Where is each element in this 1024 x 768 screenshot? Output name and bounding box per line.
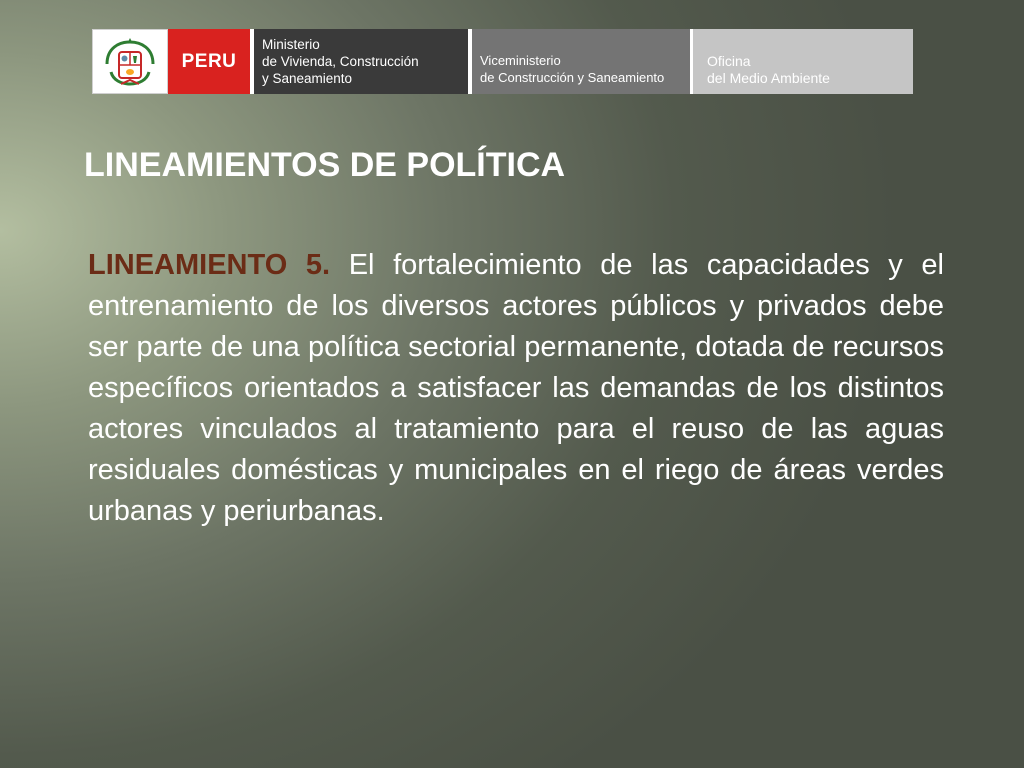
ministry-label <box>254 29 468 94</box>
peru-coat-of-arms-icon <box>101 34 159 90</box>
vice-ministry-line-1: Viceministerio <box>480 53 561 68</box>
office-line-1: Oficina <box>707 53 751 69</box>
vice-ministry-label <box>472 29 690 94</box>
slide-body <box>88 245 944 532</box>
lineamiento-label: LINEAMIENTO 5. <box>88 249 331 281</box>
vice-ministry-line-2: de Construcción y Saneamiento <box>480 70 665 85</box>
lineamiento-text: El fortalecimiento de las capacidades y el entrenamiento de los diversos actores públicos y privados debe ser parte de una política sectorial permanente, dotada de recursos específicos orientados a satisfacer las demandas de los distintos actores vinculados al tratamiento para el reuso de las aguas residuales domésticas y municipales en el riego de áreas verdes urbanas y periurbanas. <box>88 249 944 527</box>
ministry-line-1: Ministerio <box>262 37 320 52</box>
peru-label: PERU <box>168 29 250 94</box>
coat-of-arms-panel <box>92 29 168 94</box>
slide-title: LINEAMIENTOS DE POLÍTICA <box>84 146 566 184</box>
ministry-line-2: de Vivienda, Construcción <box>262 54 419 69</box>
office-line-2: del Medio Ambiente <box>707 70 830 86</box>
office-label <box>693 29 913 94</box>
government-banner <box>92 29 913 94</box>
ministry-line-3: y Saneamiento <box>262 71 353 86</box>
